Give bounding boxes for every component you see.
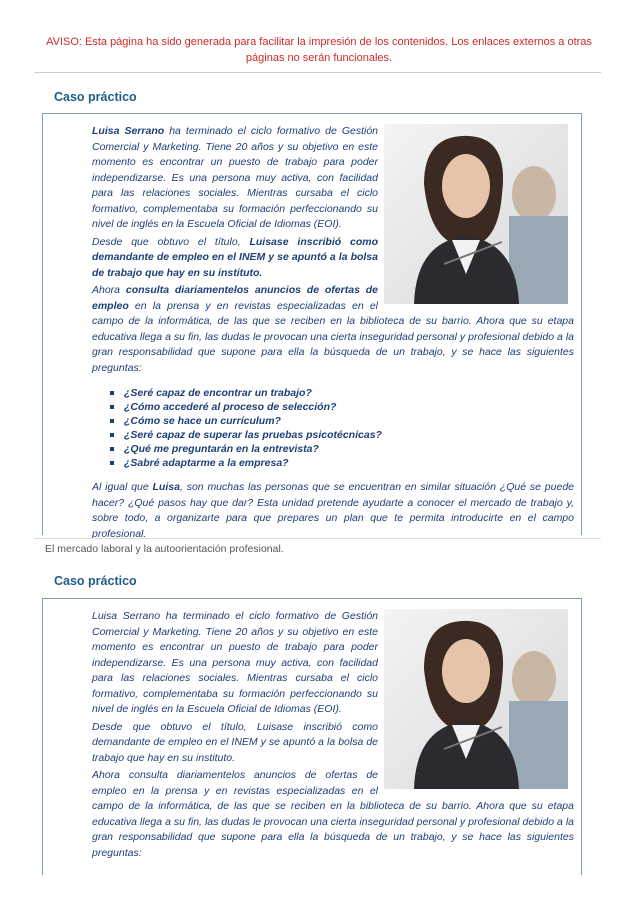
case-content-1	[92, 124, 574, 544]
case1-p2-text: Desde que obtuvo el título,	[92, 235, 250, 248]
list-item: ¿Cómo accederé al proceso de selección?	[110, 400, 574, 414]
case-box-1	[42, 113, 582, 540]
case1-p4-rest: , son muchas las personas que se encuentran en similar situación ¿Qué se puede hacer? ¿Qué pasos hay que dar? Esta unidad pretende ayudarte a conocer el mercado de trabajo y, sobre todo, a organizarte para que prepares un plan que te permita introducirte en el campo profesional.	[92, 481, 574, 540]
photo-spacer	[384, 124, 574, 310]
case2-p1: Luisa Serrano ha terminado el ciclo formativo de Gestión Comercial y Marketing. Tiene 20 años y su objetivo en este momento es encontrar un puesto de trabajo para poder independizarse. Es una persona muy activa, con facilidad para las relaciones sociales. Mientras cursaba el ciclo formativo, complementaba su formación perfeccionando su nivel de inglés en la Escuela Oficial de Idiomas (EOI).	[92, 610, 378, 715]
list-item: ¿Seré capaz de superar las pruebas psicotécnicas?	[110, 428, 574, 442]
case1-p3-bold: consulta diariamentelos anuncios de ofertas de empleo	[92, 284, 379, 312]
case2-p3: Ahora consulta diariamentelos anuncios de ofertas de empleo en la prensa y en revistas especializadas en el campo de la informática, de las que se reciben en la biblioteca de su barrio. Ahora que su etapa educativa llega a su fin, las dudas le provocan una cierta inseguridad personal y profesional debido a la gran responsabilidad que supone para ella la búsqueda de un trabajo, y se hace las siguientes preguntas:	[92, 769, 574, 859]
case-content-2	[92, 609, 574, 863]
question-list	[92, 386, 574, 470]
case1-p3-text: Ahora	[92, 284, 126, 296]
photo-spacer-2	[384, 609, 574, 795]
case1-p4-name: Luisa	[152, 481, 180, 493]
list-item: ¿Cómo se hace un currículum?	[110, 414, 574, 428]
case1-p2-bold: Luisase inscribió como demandante de empleo en el INEM y se apuntó a la bolsa de trabajo que hay en su instituto.	[92, 235, 378, 279]
case-title-1: Caso práctico	[54, 90, 137, 104]
case1-p4	[92, 480, 574, 542]
list-item: ¿Qué me preguntarán en la entrevista?	[110, 442, 574, 456]
case1-intro-text: ha terminado el ciclo formativo de Gestión Comercial y Marketing. Tiene 20 años y su objetivo en este momento es encontrar un puesto de trabajo para poder independizarse. Es una persona muy activa, con facilidad para las relaciones sociales. Mientras cursaba el ciclo formativo, complementaba su formación perfeccionando su nivel de inglés en la Escuela Oficial de Idiomas (EOI).	[92, 125, 379, 230]
case1-p4-text: Al igual que	[92, 481, 153, 493]
businesswoman-photo	[384, 124, 568, 304]
case2-p2: Desde que obtuvo el título, Luisase inscribió como demandante de empleo en el INEM y se apuntó a la bolsa de trabajo que hay en su instituto.	[92, 720, 378, 764]
case1-name: Luisa Serrano	[92, 125, 165, 137]
case-box-2	[42, 598, 582, 875]
print-notice: AVISO: Esta página ha sido generada para facilitar la impresión de los contenidos. Los enlaces externos a otras páginas no serán funcionales.	[46, 36, 592, 64]
businesswoman-photo-2	[384, 609, 568, 789]
case-title-2: Caso práctico	[54, 574, 137, 588]
case1-p3-rest: en la prensa y en revistas especializadas en el campo de la informática, de las que se reciben en la biblioteca de su barrio. Ahora que su etapa educativa llega a su fin, las dudas le provocan una cierta inseguridad personal y profesional debido a la gran responsabilidad que supone para ella la búsqueda de un trabajo, y se hace las siguientes preguntas:	[92, 299, 574, 374]
caption-divider	[34, 538, 601, 539]
list-item: ¿Seré capaz de encontrar un trabajo?	[110, 386, 574, 400]
image-caption: El mercado laboral y la autoorientación profesional.	[45, 543, 284, 555]
list-item: ¿Sabré adaptarme a la empresa?	[110, 456, 574, 470]
notice-divider	[34, 72, 601, 73]
